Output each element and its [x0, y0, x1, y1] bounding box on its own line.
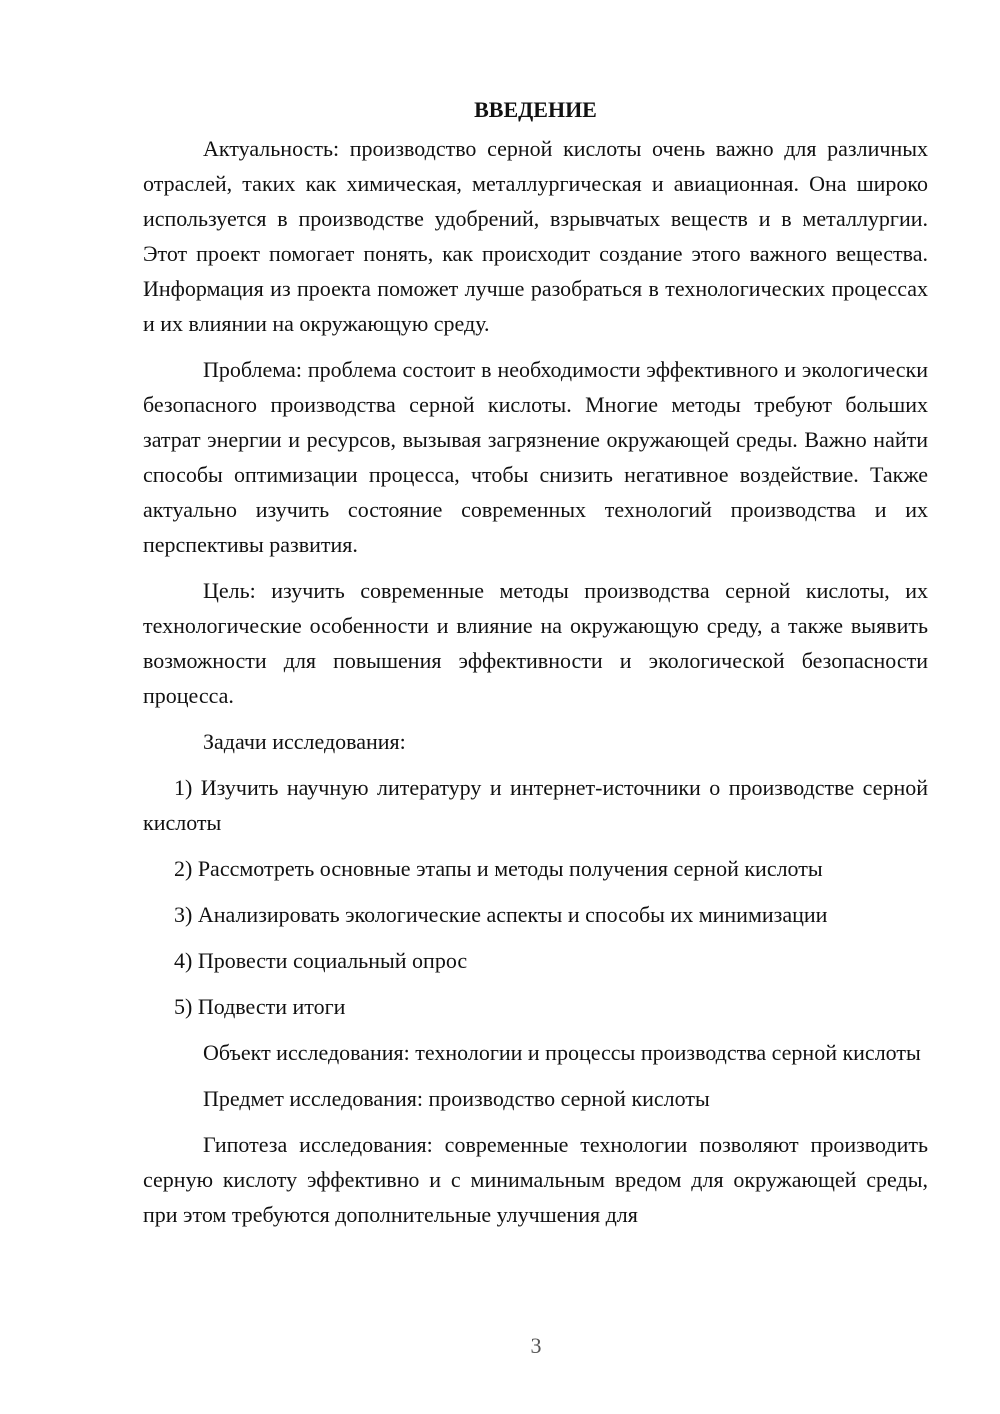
- list-item: 2) Рассмотреть основные этапы и методы получения серной кислоты: [174, 856, 823, 881]
- list-item: 4) Провести социальный опрос: [174, 948, 468, 973]
- tasks-heading: Задачи исследования:: [203, 729, 406, 754]
- list-item: 3) Анализировать экологические аспекты и способы их минимизации: [174, 902, 828, 927]
- paragraph-goal: Цель: изучить современные методы производства серной кислоты, их технологические особенности и влияние на окружающую среду, а также выявить возможности для повышения эффективности и экологической безопасности процесса.: [143, 578, 928, 708]
- document-title: ВВЕДЕНИЕ: [474, 97, 597, 122]
- list-item: 1) Изучить научную литературу и интернет-источники о производстве серной кислоты: [143, 775, 928, 835]
- paragraph-relevance: Актуальность: производство серной кислоты очень важно для различных отраслей, таких как химическая, металлургическая и авиационная. Она широко используется в производстве удобрений, взрывчатых веществ и в металлургии. Этот проект помогает понять, как происходит создание этого важного вещества. Информация из проекта поможет лучше разобраться в технологических процессах и их влиянии на окружающую среду.: [143, 136, 928, 336]
- document-page: [143, 92, 928, 1243]
- paragraph-problem: Проблема: проблема состоит в необходимости эффективного и экологически безопасного производства серной кислоты. Многие методы требуют больших затрат энергии и ресурсов, вызывая загрязнение окружающей среды. Важно найти способы оптимизации процесса, чтобы снизить негативное воздействие. Также актуально изучить состояние современных технологий производства и их перспективы развития.: [143, 357, 928, 557]
- paragraph-hypothesis: Гипотеза исследования: современные технологии позволяют производить серную кислоту эффективно и с минимальным вредом для окружающей среды, при этом требуются дополнительные улучшения для: [143, 1132, 928, 1227]
- paragraph-subject: Предмет исследования: производство серной кислоты: [203, 1086, 710, 1111]
- paragraph-object: Объект исследования: технологии и процессы производства серной кислоты: [203, 1040, 921, 1065]
- page-number: 3: [530, 1333, 542, 1358]
- list-item: 5) Подвести итоги: [174, 994, 346, 1019]
